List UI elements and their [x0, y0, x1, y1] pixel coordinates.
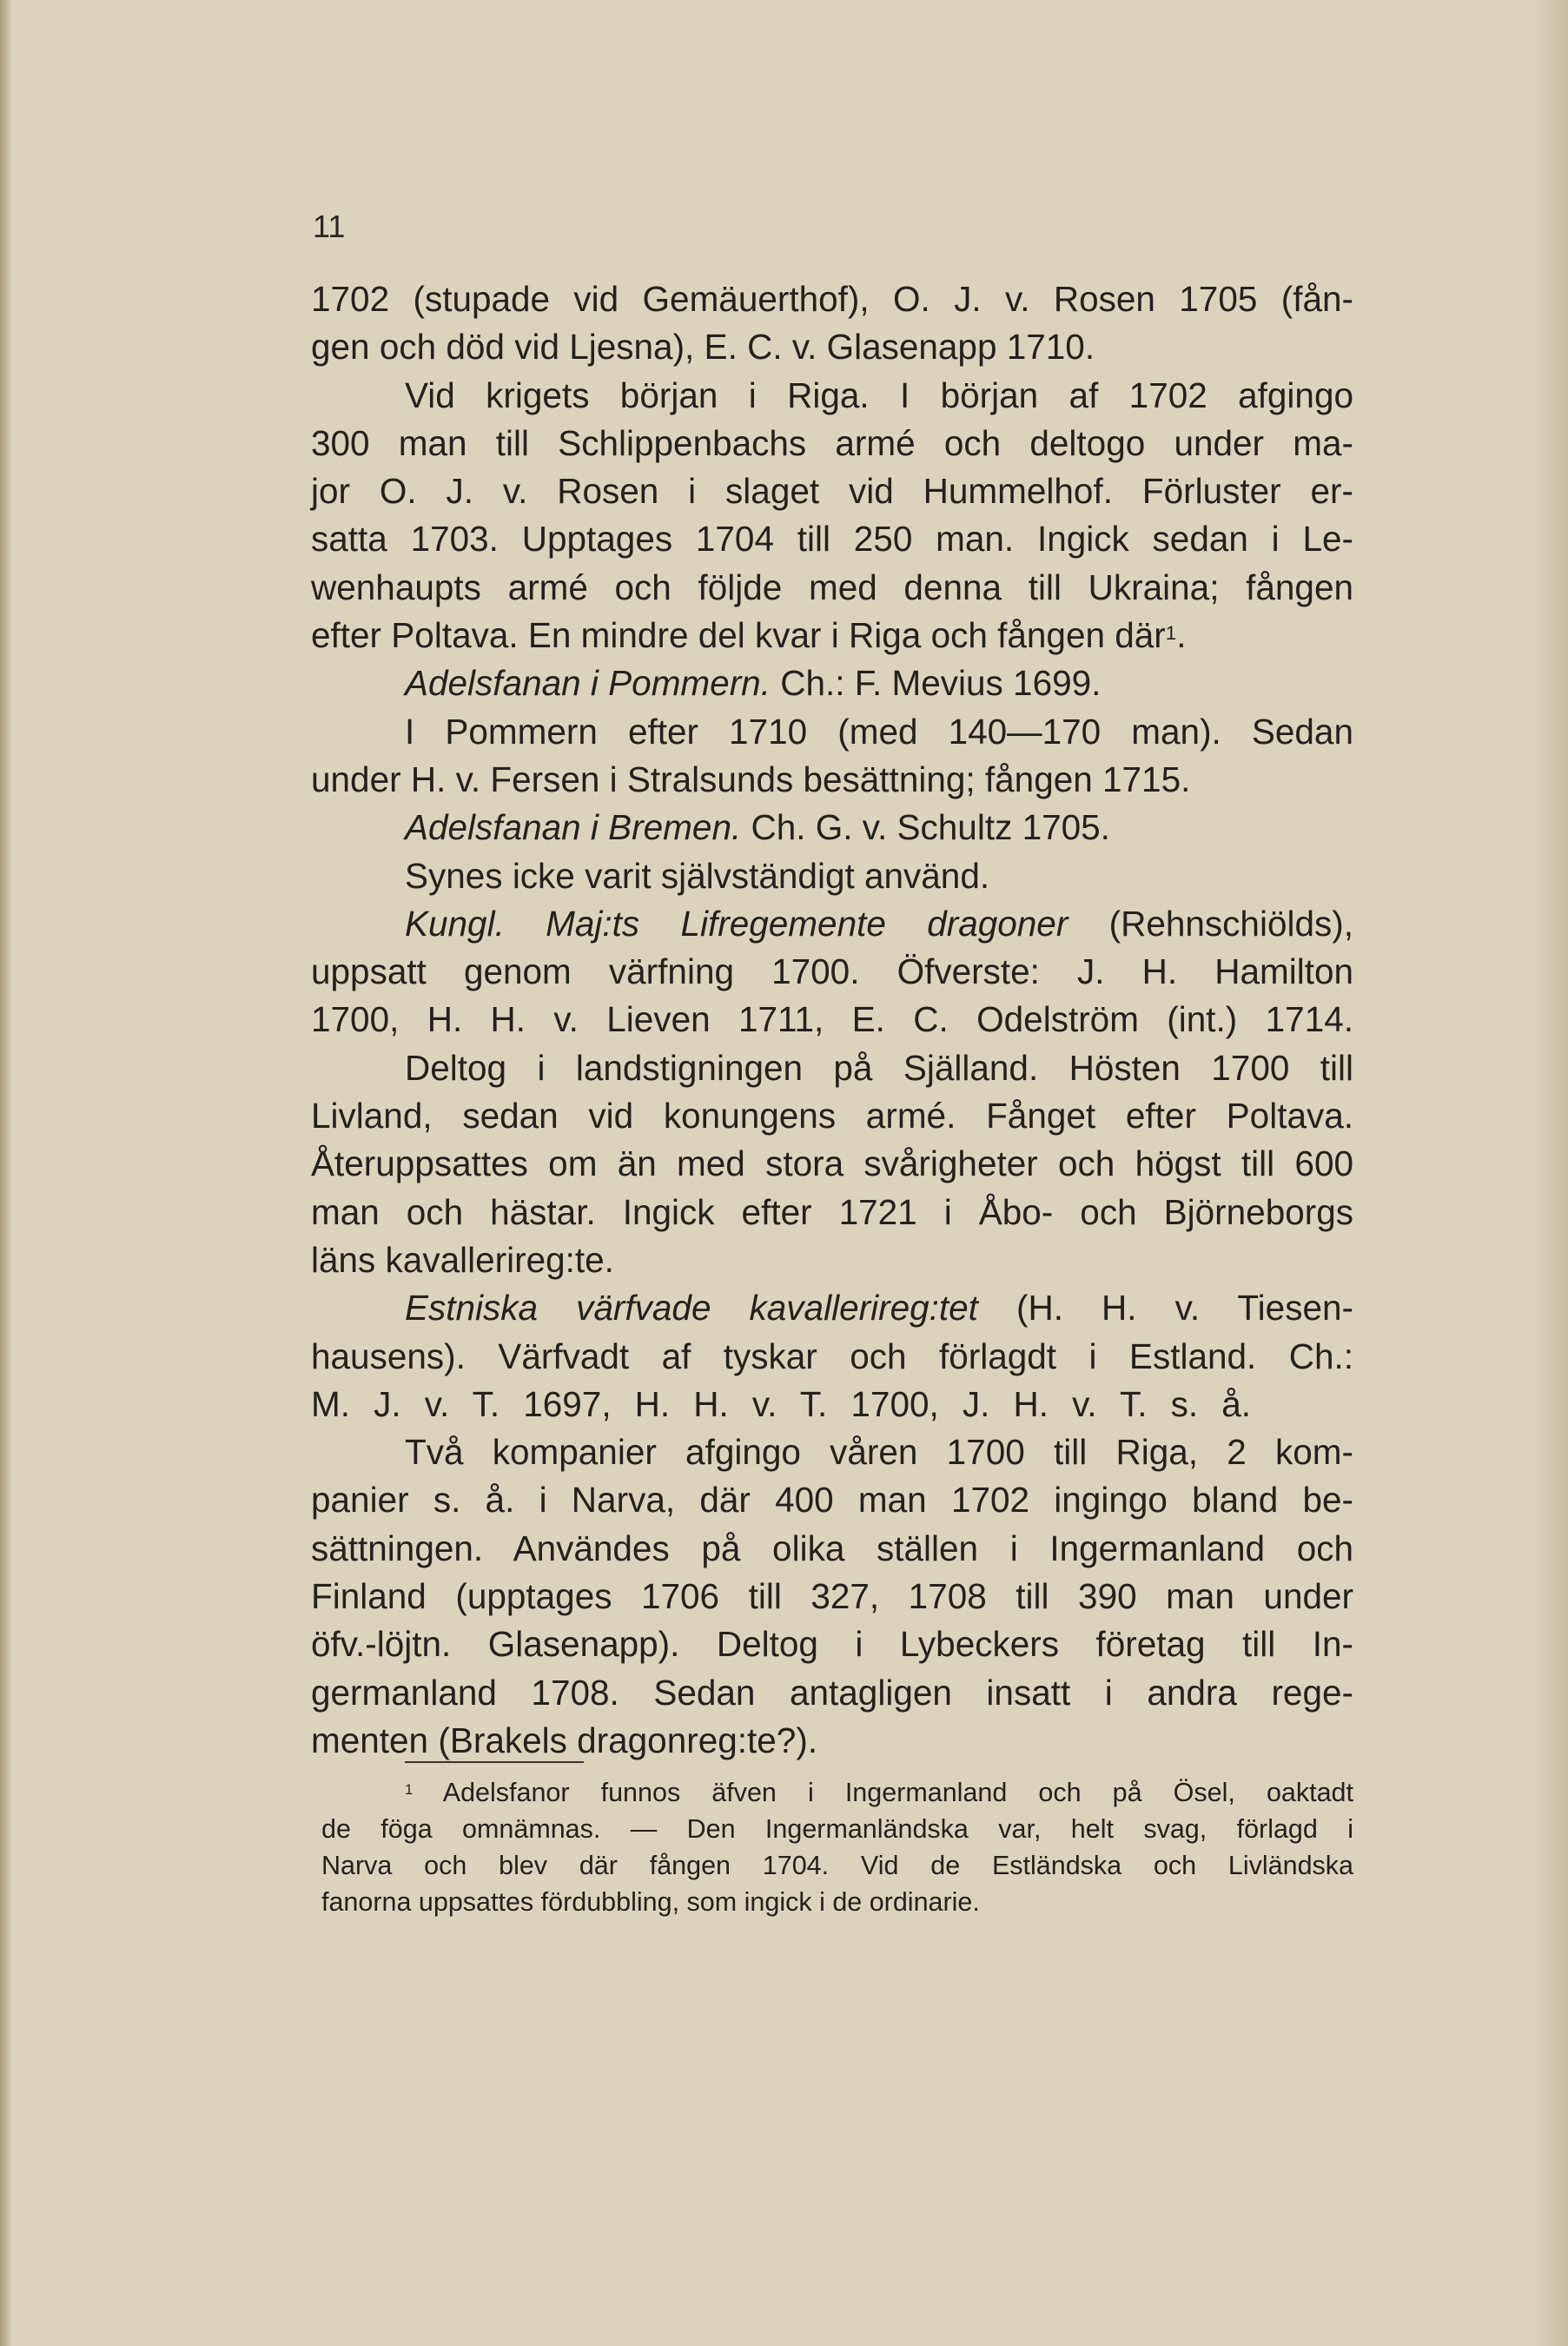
- text-line: [311, 1717, 1353, 1765]
- text-line: [311, 515, 1353, 563]
- section-heading-line: [311, 804, 1353, 852]
- section-heading-line: [311, 1284, 1353, 1332]
- text-line: [311, 852, 1353, 900]
- text-line: [311, 420, 1353, 467]
- text-run: Två kompanier afgingo våren 1700 till Riga, 2 kom-: [405, 1432, 1353, 1473]
- text-line: [311, 1669, 1353, 1717]
- text-run: jor O. J. v. Rosen i slaget vid Hummelhof. Förluster er-: [311, 471, 1353, 512]
- page-number: 11: [313, 209, 346, 244]
- text-run: 1700, H. H. v. Lieven 1711, E. C. Odelström (int.) 1714.: [311, 999, 1353, 1040]
- text-run: Livland, sedan vid konungens armé. Fånget efter Poltava.: [311, 1096, 1353, 1137]
- text-run: Finland (upptages 1706 till 327, 1708 till 390 man under: [311, 1576, 1353, 1617]
- section-title: Kungl. Maj:ts Lifregemente dragoner: [405, 903, 1068, 944]
- text-run: (H. H. v. Tiesen-: [977, 1288, 1353, 1329]
- section-title: Adelsfanan i Bremen.: [405, 807, 742, 848]
- text-line: [311, 1525, 1353, 1573]
- section-title: Adelsfanan i Pommern.: [405, 663, 771, 704]
- text-line: [311, 467, 1353, 515]
- footnote-divider: [405, 1761, 584, 1763]
- text-run: Återuppsattes om än med stora svårigheter och högst till 600: [311, 1143, 1353, 1184]
- text-run: M. J. v. T. 1697, H. H. v. T. 1700, J. H. v. T. s. å.: [311, 1383, 1251, 1424]
- footnote-line: [321, 1811, 1353, 1847]
- text-line: [311, 1236, 1353, 1284]
- text-run: Vid krigets början i Riga. I början af 1702 afgingo: [405, 374, 1353, 415]
- text-line: [311, 996, 1353, 1044]
- text-line: [311, 1044, 1353, 1092]
- text-run: gen och död vid Ljesna), E. C. v. Glasenapp 1710.: [311, 327, 1095, 368]
- text-line: [311, 1333, 1353, 1381]
- section-heading-line: [311, 900, 1353, 948]
- section-heading-line: [311, 659, 1353, 707]
- text-run: Ch.: F. Mevius 1699.: [770, 663, 1102, 704]
- text-line: [311, 1476, 1353, 1524]
- text-line: [311, 372, 1353, 420]
- text-line: [311, 1092, 1353, 1140]
- text-run: öfv.-löjtn. Glasenapp). Deltog i Lybeckers företag till In-: [311, 1624, 1353, 1665]
- text-run: (Rehnschiölds),: [1068, 903, 1353, 944]
- text-run: läns kavallerireg:te.: [311, 1239, 614, 1280]
- text-run: uppsatt genom värfning 1700. Öfverste: J. H. Hamilton: [311, 951, 1353, 992]
- text-run: hausens). Värfvadt af tyskar och förlagdt i Estland. Ch.:: [311, 1335, 1353, 1376]
- footnote: [321, 1774, 1353, 1920]
- text-run: Adelsfanor funnos äfven i Ingermanland och på Ösel, oaktadt: [413, 1778, 1353, 1807]
- text-run: panier s. å. i Narva, där 400 man 1702 ingingo bland be-: [311, 1480, 1353, 1521]
- text-run: man och hästar. Ingick efter 1721 i Åbo- och Björneborgs: [311, 1191, 1353, 1232]
- footnote-line: [321, 1847, 1353, 1884]
- text-line: [311, 275, 1353, 323]
- text-line: [311, 612, 1353, 659]
- text-run: Deltog i landstigningen på Själland. Hösten 1700 till: [405, 1047, 1353, 1088]
- text-line: [311, 948, 1353, 996]
- text-run: Ch. G. v. Schultz 1705.: [741, 807, 1110, 848]
- text-run: Synes icke varit självständigt använd.: [405, 855, 990, 896]
- footnote-line: [321, 1774, 1353, 1811]
- text-line: [311, 708, 1353, 756]
- footnote-marker: 1: [1165, 621, 1177, 644]
- footnote-marker: 1: [405, 1781, 414, 1799]
- text-run: satta 1703. Upptages 1704 till 250 man. Ingick sedan i Le-: [311, 519, 1353, 560]
- text-run: .: [1176, 615, 1187, 656]
- text-run: Narva och blev där fången 1704. Vid de Estländska och Livländska: [321, 1851, 1353, 1880]
- text-run: fanorna uppsattes fördubbling, som ingick i de ordinarie.: [321, 1887, 980, 1917]
- text-run: 1702 (stupade vid Gemäuerthof), O. J. v. Rosen 1705 (fån-: [311, 279, 1353, 319]
- text-line: [311, 1381, 1353, 1428]
- text-run: efter Poltava. En mindre del kvar i Riga och fången där: [311, 615, 1166, 656]
- text-line: [311, 756, 1353, 804]
- text-line: [311, 1620, 1353, 1668]
- text-run: de föga omnämnas. — Den Ingermanländska var, helt svag, förlagd i: [321, 1814, 1353, 1844]
- text-run: I Pommern efter 1710 (med 140—170 man). Sedan: [405, 711, 1353, 752]
- text-run: menten (Brakels dragonreg:te?).: [311, 1720, 818, 1760]
- text-run: under H. v. Fersen i Stralsunds besättning; fången 1715.: [311, 759, 1191, 799]
- footnote-line: [321, 1884, 1353, 1920]
- text-line: [311, 323, 1353, 371]
- text-line: [311, 1140, 1353, 1188]
- text-line: [311, 564, 1353, 612]
- text-run: germanland 1708. Sedan antagligen insatt i andra rege-: [311, 1672, 1353, 1713]
- text-line: [311, 1573, 1353, 1620]
- main-text: [311, 275, 1353, 1765]
- text-run: wenhaupts armé och följde med denna till Ukraina; fången: [311, 567, 1353, 607]
- text-run: sättningen. Användes på olika ställen i Ingermanland och: [311, 1528, 1353, 1568]
- text-line: [311, 1428, 1353, 1476]
- text-run: 300 man till Schlippenbachs armé och deltogo under ma-: [311, 422, 1353, 463]
- section-title: Estniska värfvade kavallerireg:tet: [405, 1288, 978, 1329]
- text-line: [311, 1189, 1353, 1236]
